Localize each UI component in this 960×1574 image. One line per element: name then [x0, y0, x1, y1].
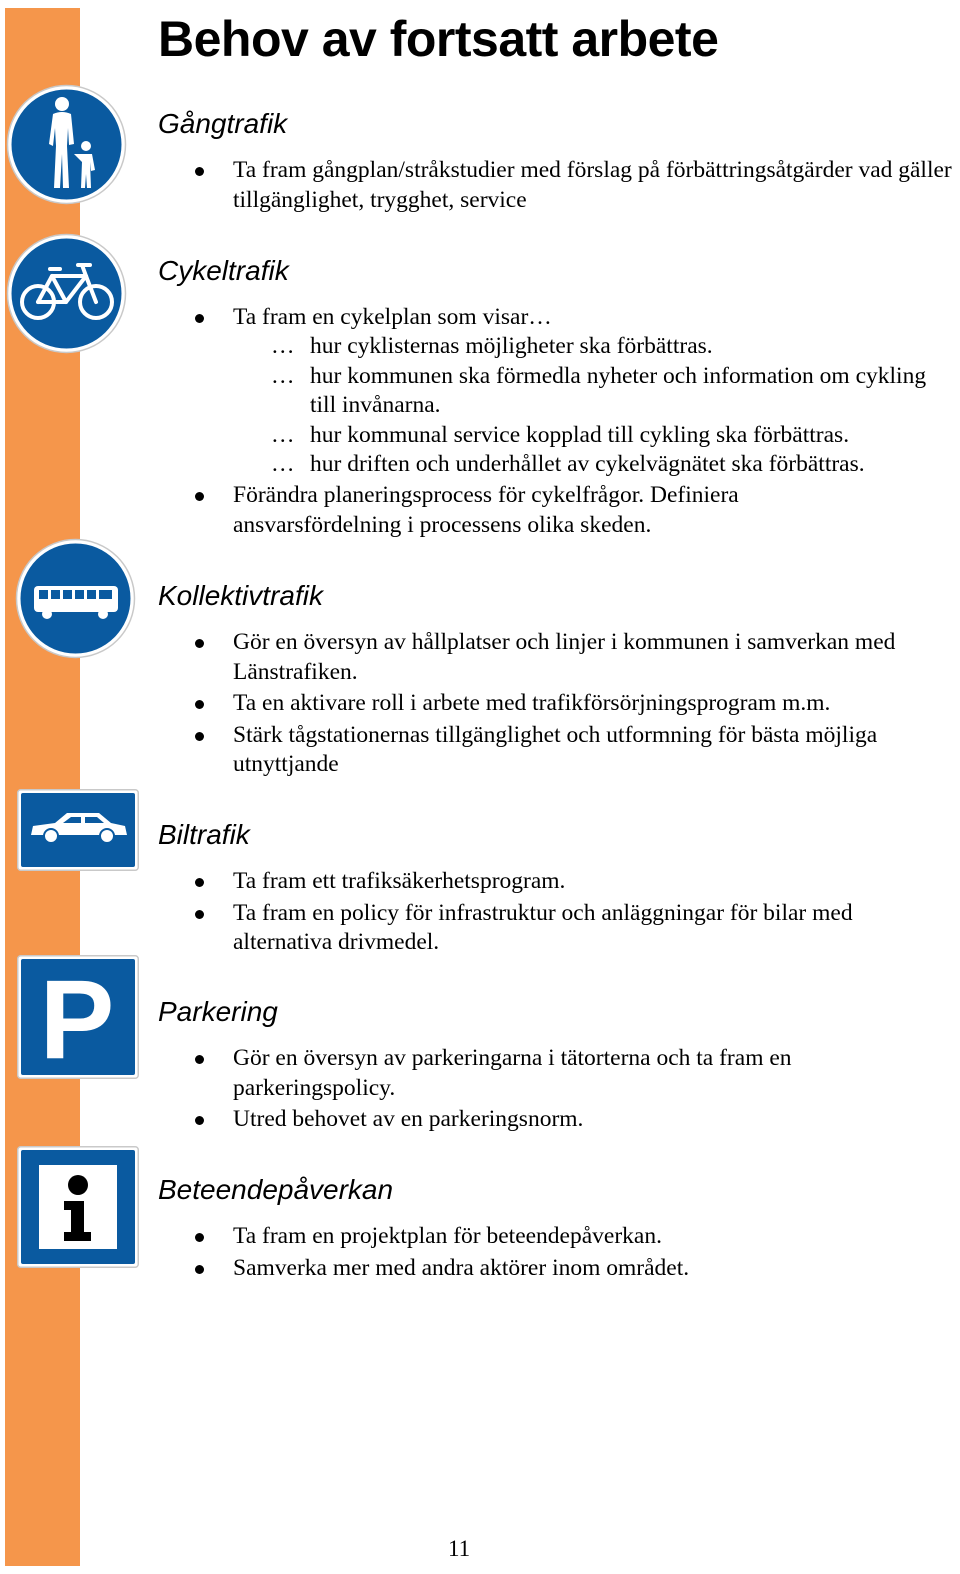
section-heading-cykeltrafik: Cykeltrafik — [158, 255, 289, 286]
bullet-icon — [195, 1265, 204, 1274]
section-heading-gangtrafik: Gångtrafik — [158, 108, 288, 139]
bullet-list-cykeltrafik — [0, 303, 955, 333]
bullet-list-gangtrafik — [0, 156, 955, 215]
list-item: Stärk tågstationernas tillgänglighet och utformning för bästa möjliga utnyttjande — [0, 721, 955, 780]
page-number: 11 — [448, 1536, 471, 1561]
section-heading-kollektivtrafik: Kollektivtrafik — [158, 580, 323, 611]
list-item: Utred behovet av en parkeringsnorm. — [0, 1105, 955, 1135]
bullet-list-beteendepaverkan — [0, 1222, 955, 1283]
section-heading-beteendepaverkan: Beteendepåverkan — [158, 1174, 394, 1205]
list-item: Ta fram ett trafiksäkerhetsprogram. — [0, 867, 955, 897]
list-item: Ta fram en cykelplan som visar… — [0, 303, 955, 333]
section-heading-parkering: Parkering — [158, 996, 278, 1027]
sub-list-item: … hur kommunen ska förmedla nyheter och information om cykling till invånarna. — [271, 362, 927, 418]
bullet-icon — [195, 910, 204, 919]
list-item: Ta fram gångplan/stråkstudier med förslag på förbättringsåtgärder vad gäller tillgänglighet, trygghet, service — [0, 156, 955, 215]
bullet-icon — [195, 167, 204, 176]
bullet-icon — [195, 878, 204, 887]
bullet-icon — [195, 492, 204, 501]
list-item: Ta en aktivare roll i arbete med trafikförsörjningsprogram m.m. — [0, 689, 955, 719]
page-title: Behov av fortsatt arbete — [158, 11, 719, 67]
bullet-icon — [195, 700, 204, 709]
bullet-icon — [195, 732, 204, 741]
bullet-icon — [195, 1055, 204, 1064]
list-item: Ta fram en projektplan för beteendepåverkan. — [0, 1222, 955, 1252]
sub-list-item: … hur cyklisternas möjligheter ska förbättras. — [271, 333, 713, 359]
list-item: Gör en översyn av hållplatser och linjer i kommunen i samverkan med Länstrafiken. — [0, 628, 955, 687]
list-item: Förändra planeringsprocess för cykelfrågor. Definiera ansvarsfördelning i processens olika skeden. — [0, 481, 833, 540]
car-sign-icon — [17, 789, 139, 871]
bullet-icon — [195, 639, 204, 648]
list-item: Gör en översyn av parkeringarna i tätorterna och ta fram en parkeringspolicy. — [0, 1044, 955, 1103]
bullet-list-kollektivtrafik — [0, 628, 955, 780]
sub-list-cykeltrafik — [0, 332, 930, 480]
sub-list-item: … hur kommunal service kopplad till cykling ska förbättras. — [271, 421, 850, 448]
bullet-icon — [195, 1116, 204, 1125]
svg-text:P: P — [39, 957, 115, 1079]
sub-list-item: … hur driften och underhållet av cykelvägnätet ska förbättras. — [271, 451, 865, 477]
bullet-list-biltrafik — [0, 867, 955, 958]
bullet-icon — [195, 1233, 204, 1242]
list-item: Ta fram en policy för infrastruktur och anläggningar för bilar med alternativa drivmedel. — [0, 899, 955, 958]
bullet-icon — [195, 314, 204, 323]
section-heading-biltrafik: Biltrafik — [158, 819, 250, 850]
bullet-list-parkering — [0, 1044, 955, 1135]
bullet-list-cykeltrafik-2 — [0, 481, 833, 540]
list-item: Samverka mer med andra aktörer inom området. — [0, 1254, 955, 1284]
